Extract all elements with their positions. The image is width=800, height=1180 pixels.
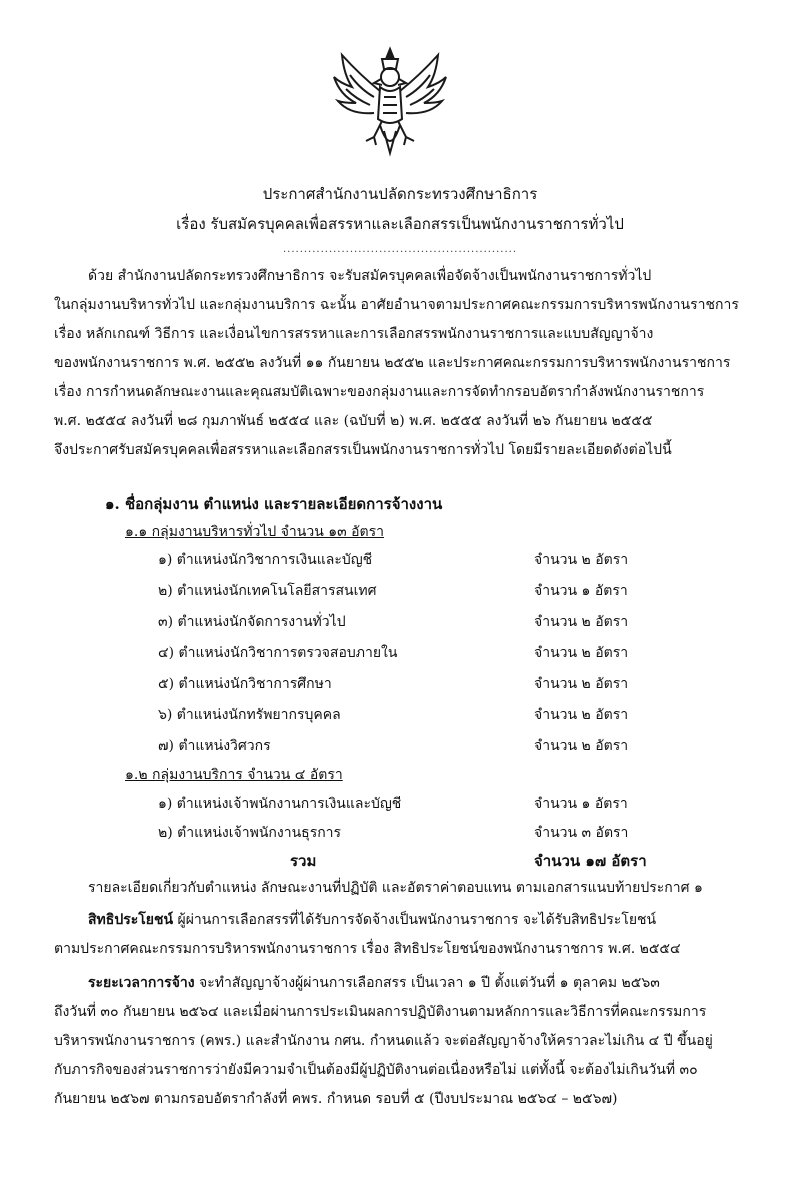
position-name: ๑) ตำแหน่งเจ้าพนักงานการเงินและบัญชี [158, 796, 402, 812]
position-amount: จำนวน ๒ อัตรา [534, 614, 629, 630]
position-amount: จำนวน ๒ อัตรา [534, 738, 629, 754]
benefits-line: ตามประกาศคณะกรรมการบริหารพนักงานราชการ เรื่อง สิทธิประโยชน์ของพนักงานราชการ พ.ศ. ๒๕๕๔ [54, 941, 681, 957]
total-amount: จำนวน ๑๗ อัตรา [534, 852, 647, 870]
employment-line: ถึงวันที่ ๓๐ กันยายน ๒๕๖๔ และเมื่อผ่านการประเมินผลการปฏิบัติงานตามหลักการและวิธีการที่คณะกรรมการ [54, 1004, 707, 1020]
intro-line: เรื่อง หลักเกณฑ์ วิธีการ และเงื่อนไขการสรรหาและการเลือกสรรพนักงานราชการและแบบสัญญาจ้าง [54, 326, 654, 342]
details-note-line: รายละเอียดเกี่ยวกับตำแหน่ง ลักษณะงานที่ปฏิบัติ และอัตราค่าตอบแทน ตามเอกสารแนบท้ายประกาศ ๑ [88, 880, 703, 896]
benefits-line [54, 906, 754, 935]
intro-line: ในกลุ่มงานบริหารทั่วไป และกลุ่มงานบริการ ฉะนั้น อาศัยอำนาจตามประกาศคณะกรรมการบริหารพนักงานราชการ [54, 297, 739, 313]
position-amount: จำนวน ๒ อัตรา [534, 676, 629, 692]
intro-paragraph [54, 262, 754, 465]
garuda-emblem-icon [330, 45, 450, 160]
employment-line: บริหารพนักงานราชการ (คพร.) และสำนักงาน กศน. กำหนดแล้ว จะต่อสัญญาจ้างให้คราวละไม่เกิน ๔ ปี ขึ้นอยู่ [54, 1033, 713, 1049]
announcement-title: ประกาศสำนักงานปลัดกระทรวงศึกษาธิการ [262, 185, 538, 203]
employment-line: กันยายน ๒๕๖๗ ตามกรอบอัตรากำลังที่ คพร. กำหนด รอบที่ ๕ (ปีงบประมาณ ๒๕๖๔ – ๒๕๖๗) [54, 1091, 618, 1107]
title-separator: ........................................................ [282, 244, 517, 255]
details-note [54, 874, 754, 903]
employment-period-text: จะทำสัญญาจ้างผู้ผ่านการเลือกสรร เป็นเวลา ๑ ปี ตั้งแต่วันที่ ๑ ตุลาคม ๒๕๖๓ [194, 975, 660, 991]
employment-period-label: ระยะเวลาการจ้าง [88, 975, 195, 991]
group-title-service: ๑.๒ กลุ่มงานบริการ จำนวน ๔ อัตรา [125, 767, 343, 783]
employment-period-paragraph [54, 969, 754, 1114]
benefits-label: สิทธิประโยชน์ [88, 912, 174, 928]
total-label: รวม [290, 852, 317, 870]
position-name: ๒) ตำแหน่งเจ้าพนักงานธุรการ [158, 825, 342, 841]
total-row [290, 849, 690, 873]
position-name: ๑) ตำแหน่งนักวิชาการเงินและบัญชี [158, 552, 373, 568]
position-name: ๒) ตำแหน่งนักเทคโนโลยีสารสนเทศ [158, 583, 377, 599]
position-amount: จำนวน ๑ อัตรา [534, 583, 628, 599]
group-title-general-admin: ๑.๑ กลุ่มงานบริหารทั่วไป จำนวน ๑๓ อัตรา [125, 524, 385, 540]
intro-line: เรื่อง การกำหนดลักษณะงานและคุณสมบัติเฉพาะของกลุ่มงานและการจัดทำกรอบอัตรากำลังพนักงานราชการ [54, 384, 705, 400]
announcement-subject: เรื่อง รับสมัครบุคคลเพื่อสรรหาและเลือกสรรเป็นพนักงานราชการทั่วไป [176, 215, 624, 233]
benefits-text: ผู้ผ่านการเลือกสรรที่ได้รับการจัดจ้างเป็นพนักงานราชการ จะได้รับสิทธิประโยชน์ [173, 912, 657, 928]
position-amount: จำนวน ๒ อัตรา [534, 707, 629, 723]
employment-line: กับภารกิจของส่วนราชการว่ายังมีความจำเป็นต้องมีผู้ปฏิบัติงานต่อเนื่องหรือไม่ แต่ทั้งนี้ จะต้องไม่เกินวันที่ ๓๐ [54, 1062, 698, 1078]
intro-line: พ.ศ. ๒๕๕๔ ลงวันที่ ๒๘ กุมภาพันธ์ ๒๕๕๔ และ (ฉบับที่ ๒) พ.ศ. ๒๕๕๕ ลงวันที่ ๒๖ กันยายน ๒๕๕๕ [54, 413, 653, 429]
position-amount: จำนวน ๑ อัตรา [534, 796, 628, 812]
section-heading: ๑. ชื่อกลุ่มงาน ตำแหน่ง และรายละเอียดการจ้างงาน [105, 495, 443, 513]
position-name: ๗) ตำแหน่งวิศวกร [158, 738, 271, 754]
position-name: ๓) ตำแหน่งนักจัดการงานทั่วไป [158, 614, 346, 630]
position-name: ๕) ตำแหน่งนักวิชาการศึกษา [158, 676, 332, 692]
position-name: ๔) ตำแหน่งนักวิชาการตรวจสอบภายใน [158, 645, 398, 661]
position-name: ๖) ตำแหน่งนักทรัพยากรบุคคล [158, 707, 341, 723]
position-amount: จำนวน ๒ อัตรา [534, 645, 629, 661]
intro-line: จึงประกาศรับสมัครบุคคลเพื่อสรรหาและเลือกสรรเป็นพนักงานราชการทั่วไป โดยมีรายละเอียดดังต่อไปนี้ [54, 442, 672, 458]
position-amount: จำนวน ๓ อัตรา [534, 825, 629, 841]
benefits-paragraph [54, 906, 754, 964]
intro-line: ด้วย สำนักงานปลัดกระทรวงศึกษาธิการ จะรับสมัครบุคคลเพื่อจัดจ้างเป็นพนักงานราชการทั่วไป [88, 268, 652, 284]
employment-line [54, 969, 754, 998]
position-amount: จำนวน ๒ อัตรา [534, 552, 629, 568]
intro-line: ของพนักงานราชการ พ.ศ. ๒๕๕๒ ลงวันที่ ๑๑ กันยายน ๒๕๕๒ และประกาศคณะกรรมการบริหารพนักงานราชการ [54, 355, 731, 371]
